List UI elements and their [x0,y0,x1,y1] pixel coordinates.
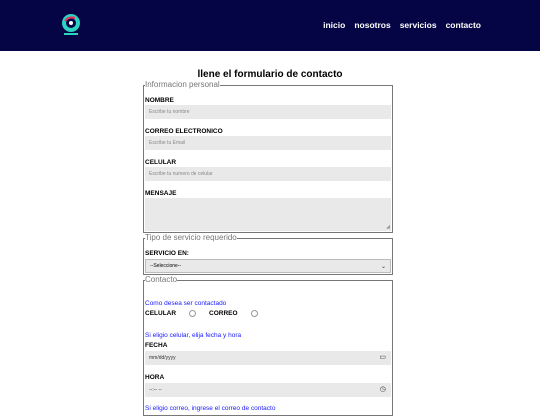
celular-placeholder: Escribe tu numero de celular [149,171,213,177]
form-title: llene el formulario de contacto [197,69,343,80]
calendar-icon[interactable]: ▭ [379,354,386,361]
hora-value: --:-- -- [149,387,162,393]
label-fecha: FECHA [145,342,168,349]
fieldset-servicio [143,234,393,275]
hint-correo: Si eligio correo, ingrese el correo de contacto [145,405,276,412]
contact-prompt: Como desea ser contactado [145,300,227,307]
legend-contacto: Contacto [145,275,178,284]
radio-celular[interactable] [189,310,196,317]
legend-servicio: Tipo de servicio requerido [145,233,237,242]
servicio-selected: --Seleccione-- [150,263,182,269]
label-celular: CELULAR [145,159,177,166]
fieldset-contacto [143,276,393,416]
chevron-down-icon: ⌄ [380,264,386,270]
servicio-select[interactable] [145,259,391,273]
label-nombre: NOMBRE [145,97,174,104]
nav-link-inicio[interactable]: inicio [323,20,346,30]
legend-personal: Informacion personal [145,80,220,89]
pokeball-logo-icon[interactable] [59,12,83,38]
nav-link-contacto[interactable]: contacto [445,20,481,30]
navbar [0,0,540,51]
nav-link-servicios[interactable]: servicios [399,20,437,30]
fieldset-personal [143,81,393,233]
nombre-input[interactable] [145,105,391,119]
option-correo-label: CORREO [209,310,238,317]
nombre-placeholder: Escribe tu nombre [149,109,190,115]
label-mensaje: MENSAJE [145,190,177,197]
fecha-input[interactable] [145,351,391,365]
option-celular-label: CELULAR [145,310,177,317]
celular-input[interactable] [145,167,391,181]
radio-correo[interactable] [251,310,258,317]
nav-link-nosotros[interactable]: nosotros [354,20,391,30]
nav-links [323,20,481,30]
resize-handle-icon[interactable]: ◢ [386,224,390,230]
correo-placeholder: Escribe tu Email [149,140,186,146]
hora-input[interactable] [145,383,391,397]
label-hora: HORA [145,374,165,381]
fecha-value: mm/dd/yyyy [149,355,176,361]
hint-celular: Si eligio celular, elija fecha y hora [145,332,242,339]
label-servicio: SERVICIO EN: [145,250,189,257]
label-correo: CORREO ELECTRONICO [145,128,223,135]
mensaje-textarea[interactable] [145,198,391,231]
correo-input[interactable] [145,136,391,150]
clock-icon[interactable]: ◷ [379,386,386,393]
